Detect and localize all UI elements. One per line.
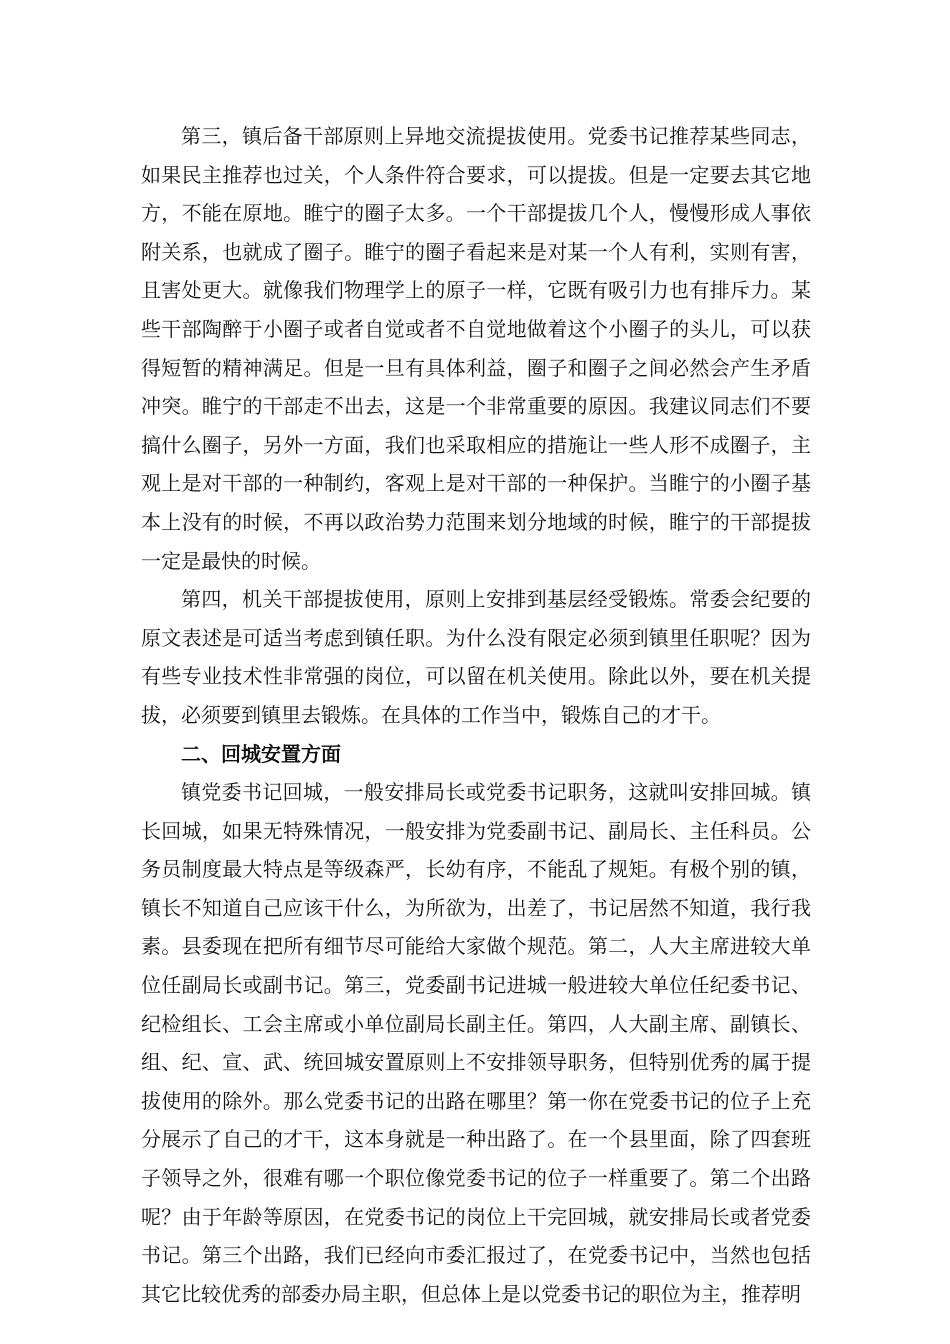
section-heading-return-placement: 二、回城安置方面 [181,741,341,766]
paragraph-agency-cadres: 第四，机关干部提拔使用，原则上安排到基层经受锻炼。常委会纪要的原文表述是可适当考虑到镇任职。为什么没有限定必须到镇里任职呢？因为有些专业技术性非常强的岗位，可以留在机关使用。除此以外，要在机关提拔，必须要到镇里去锻炼。在具体的工作当中，锻炼自己的才干。 [141,587,811,727]
document-body [141,117,811,1313]
paragraph-reserve-cadres: 第三，镇后备干部原则上异地交流提拔使用。党委书记推荐某些同志，如果民主推荐也过关，个人条件符合要求，可以提拔。但是一定要去其它地方，不能在原地。睢宁的圈子太多。一个干部提拔几个人，慢慢形成人事依附关系，也就成了圈子。睢宁的圈子看起来是对某一个人有利，实则有害，且害处更大。就像我们物理学上的原子一样，它既有吸引力也有排斥力。某些干部陶醉于小圈子或者自觉或者不自觉地做着这个小圈子的头儿，可以获得短暂的精神满足。但是一旦有具体利益，圈子和圈子之间必然会产生矛盾冲突。睢宁的干部走不出去，这是一个非常重要的原因。我建议同志们不要搞什么圈子，另外一方面，我们也采取相应的措施让一些人形不成圈子，主观上是对干部的一种制约，客观上是对干部的一种保护。当睢宁的小圈子基本上没有的时候，不再以政治势力范围来划分地域的时候，睢宁的干部提拔一定是最快的时候。 [141,124,811,573]
paragraph-return-placement: 镇党委书记回城，一般安排局长或党委书记职务，这就叫安排回城。镇长回城，如果无特殊情况，一般安排为党委副书记、副局长、主任科员。公务员制度最大特点是等级森严，长幼有序，不能乱了规矩。有极个别的镇，镇长不知道自己应该干什么，为所欲为，出差了，书记居然不知道，我行我素。县委现在把所有细节尽可能给大家做个规范。第二，人大主席进较大单位任副局长或副书记。第三，党委副书记进城一般进较大单位任纪委书记、纪检组长、工会主席或小单位副局长副主任。第四，人大副主席、副镇长、组、纪、宣、武、统回城安置原则上不安排领导职务，但特别优秀的属于提拔使用的除外。那么党委书记的出路在哪里？第一你在党委书记的位子上充分展示了自己的才干，这本身就是一种出路了。在一个县里面，除了四套班子领导之外，很难有哪一个职位像党委书记的位子一样重要了。第二个出路呢？由于年龄等原因，在党委书记的岗位上干完回城，就安排局长或者党委书记。第三个出路，我们已经向市委汇报过了，在党委书记中，当然也包括其它比较优秀的部委办局主职，但总体上是以党委书记的职位为主，推荐明 [141,780,811,1306]
